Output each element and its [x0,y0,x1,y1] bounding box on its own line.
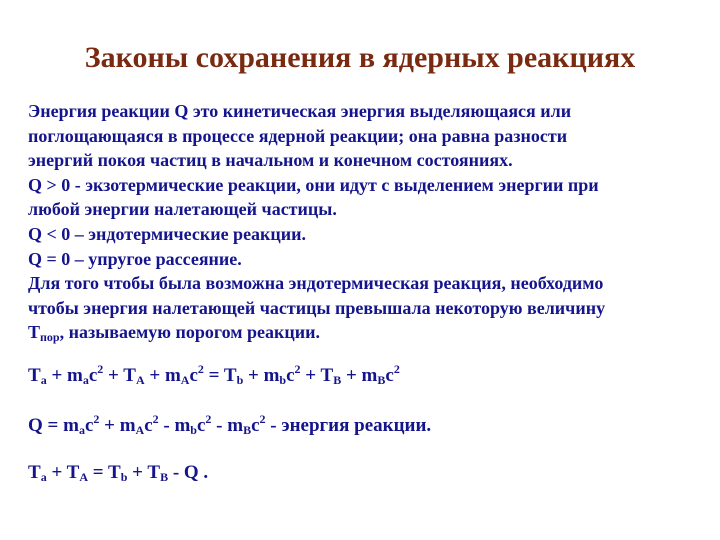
energy-conservation-formula: $T_a + m_ac^2 + T_A + m_Ac^2 = T_b + m_bc^2 + T_B + m_Bc^2$ [28,362,400,387]
slide-title: Законы сохранения в ядерных реакциях [84,41,636,74]
threshold-text: , называемую порогом реакции. [59,322,321,343]
definition-text [28,99,713,345]
text-line: любой энергии налетающей частицы. [28,199,337,220]
text-line: Для того чтобы была возможна эндотермическая реакция, необходимо [28,273,604,294]
threshold-line [28,320,713,345]
text-line: Q > 0 - экзотермические реакции, они идут с выделением энергии при [28,174,599,195]
threshold-symbol: T [28,322,41,343]
text-line: Энергия реакции Q это кинетическая энергия выделяющаяся или [28,101,572,121]
text-line: энергий покоя частиц в начальном и конечном состояниях. [28,150,513,171]
text-line: поглощающаяся в процессе ядерной реакции; она равна разности [28,125,568,146]
reaction-energy-formula: $Q = m_ac^2 + m_Ac^2 - m_bc^2 - m_Bc^2$ - энергия реакции. [28,412,432,437]
text-line: Q = 0 – упругое рассеяние. [28,248,242,269]
kinetic-energy-formula: $T_a + T_A = T_b + T_B - Q$ . [28,462,209,484]
text-line: Q < 0 – эндотермические реакции. [28,223,307,244]
threshold-subscript: пор [40,330,60,345]
text-line: чтобы энергия налетающей частицы превышала некоторую величину [28,297,606,318]
